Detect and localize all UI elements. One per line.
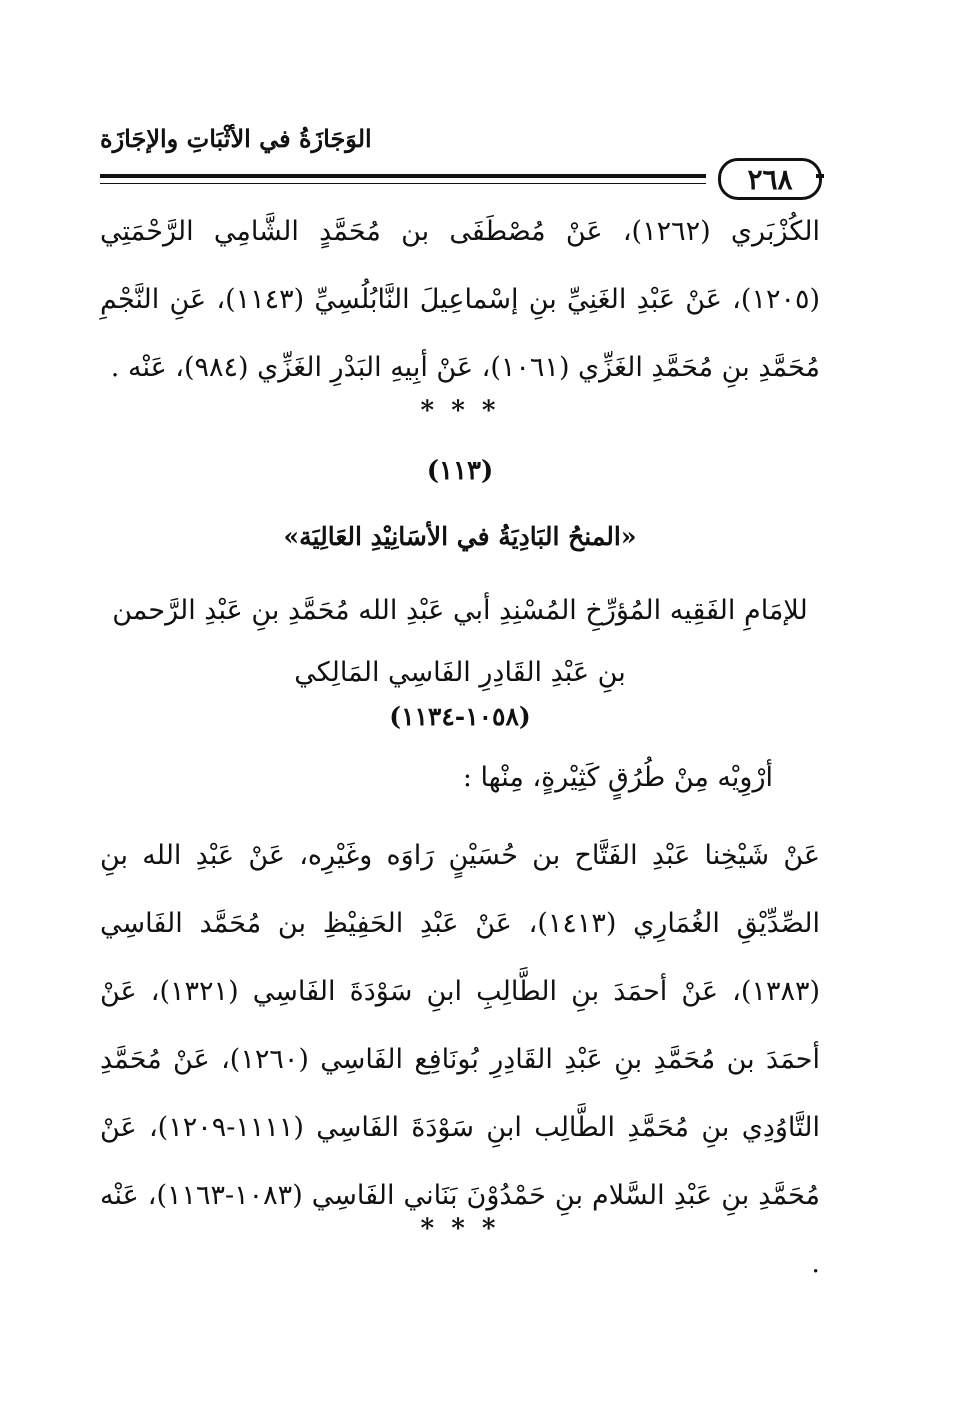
continuation-paragraph: الكُزْبَري (١٢٦٢)، عَنْ مُصْطَفَى بن مُحَمَّدٍ الشَّامِي الرَّحْمَتِي (١٢٠٥)، عَنْ عَبْدِ الغَنِيِّ بنِ إسْماعِيلَ النَّابُلُسِيِّ (١١٤٣)، عَنِ النَّجْمِ مُحَمَّدِ بنِ مُحَمَّدِ الغَزِّي (١٠٦١)، عَنْ أبِيهِ البَدْرِ الغَزِّي (٩٨٤)، عَنْه . [100,216,821,383]
section-separator-end: * * * [420,1214,500,1244]
chain-paragraph: عَنْ شَيْخِنا عَبْدِ الفَتَّاح بن حُسَيْنٍ رَاوَه وغَيْرِه، عَنْ عَبْدِ الله بنِ الصِّدِّيْقِ الغُمَارِي (١٤١٣)، عَنْ عَبْدِ الحَفِيْظِ بن مُحَمَّد الفَاسِي (١٣٨٣)، عَنْ أحمَدَ بنِ الطَّالِبِ ابنِ سَوْدَةَ الفَاسِي (١٣٢١)، عَنْ أحمَدَ بن مُحَمَّدِ بنِ عَبْدِ القَادِرِ بُونَافِع الفَاسِي (١٢٦٠)، عَنْ مُحَمَّدِ التَّاوُدِي بنِ مُحَمَّدِ الطَّالِب ابنِ سَوْدَةَ الفَاسِي (١١١١-١٢٠٩)، عَنْ مُحَمَّدِ بنِ عَبْدِ السَّلام بنِ حَمْدُوْنَ بَنَاني الفَاسِي (١٠٨٣-١١٦٣)، عَنْه . [100,840,820,1279]
header-rule-thin [100,183,706,184]
book-title: الوَجَازَةُ في الأثْبَاتِ والإجَازَة [100,124,372,153]
page-header [100,110,820,205]
entry-number: (١١٣) [426,456,494,486]
entry-title: «المنحُ البَادِيَةُ في الأسَانِيْدِ العَالِيَة» [283,522,637,551]
entry-dates: (١٠٥٨-١١٣٤) [389,702,531,731]
entry-author: للإمَامِ الفَقِيه المُؤرِّخِ المُسْنِدِ أبي عَبْدِ الله مُحَمَّدِ بنِ عَبْدِ الرَّحمن بنِ عَبْدِ القَادِرِ الفَاسِي المَالِكي [112,595,808,688]
page-number: ٢٦٨ [718,158,822,200]
entry-intro: أرْوِيْه مِنْ طُرُقٍ كَثِيْرةٍ، مِنْها : [462,762,773,793]
section-separator: * * * [420,396,500,426]
header-rule-right [816,174,824,178]
header-rule-thick [100,174,706,178]
